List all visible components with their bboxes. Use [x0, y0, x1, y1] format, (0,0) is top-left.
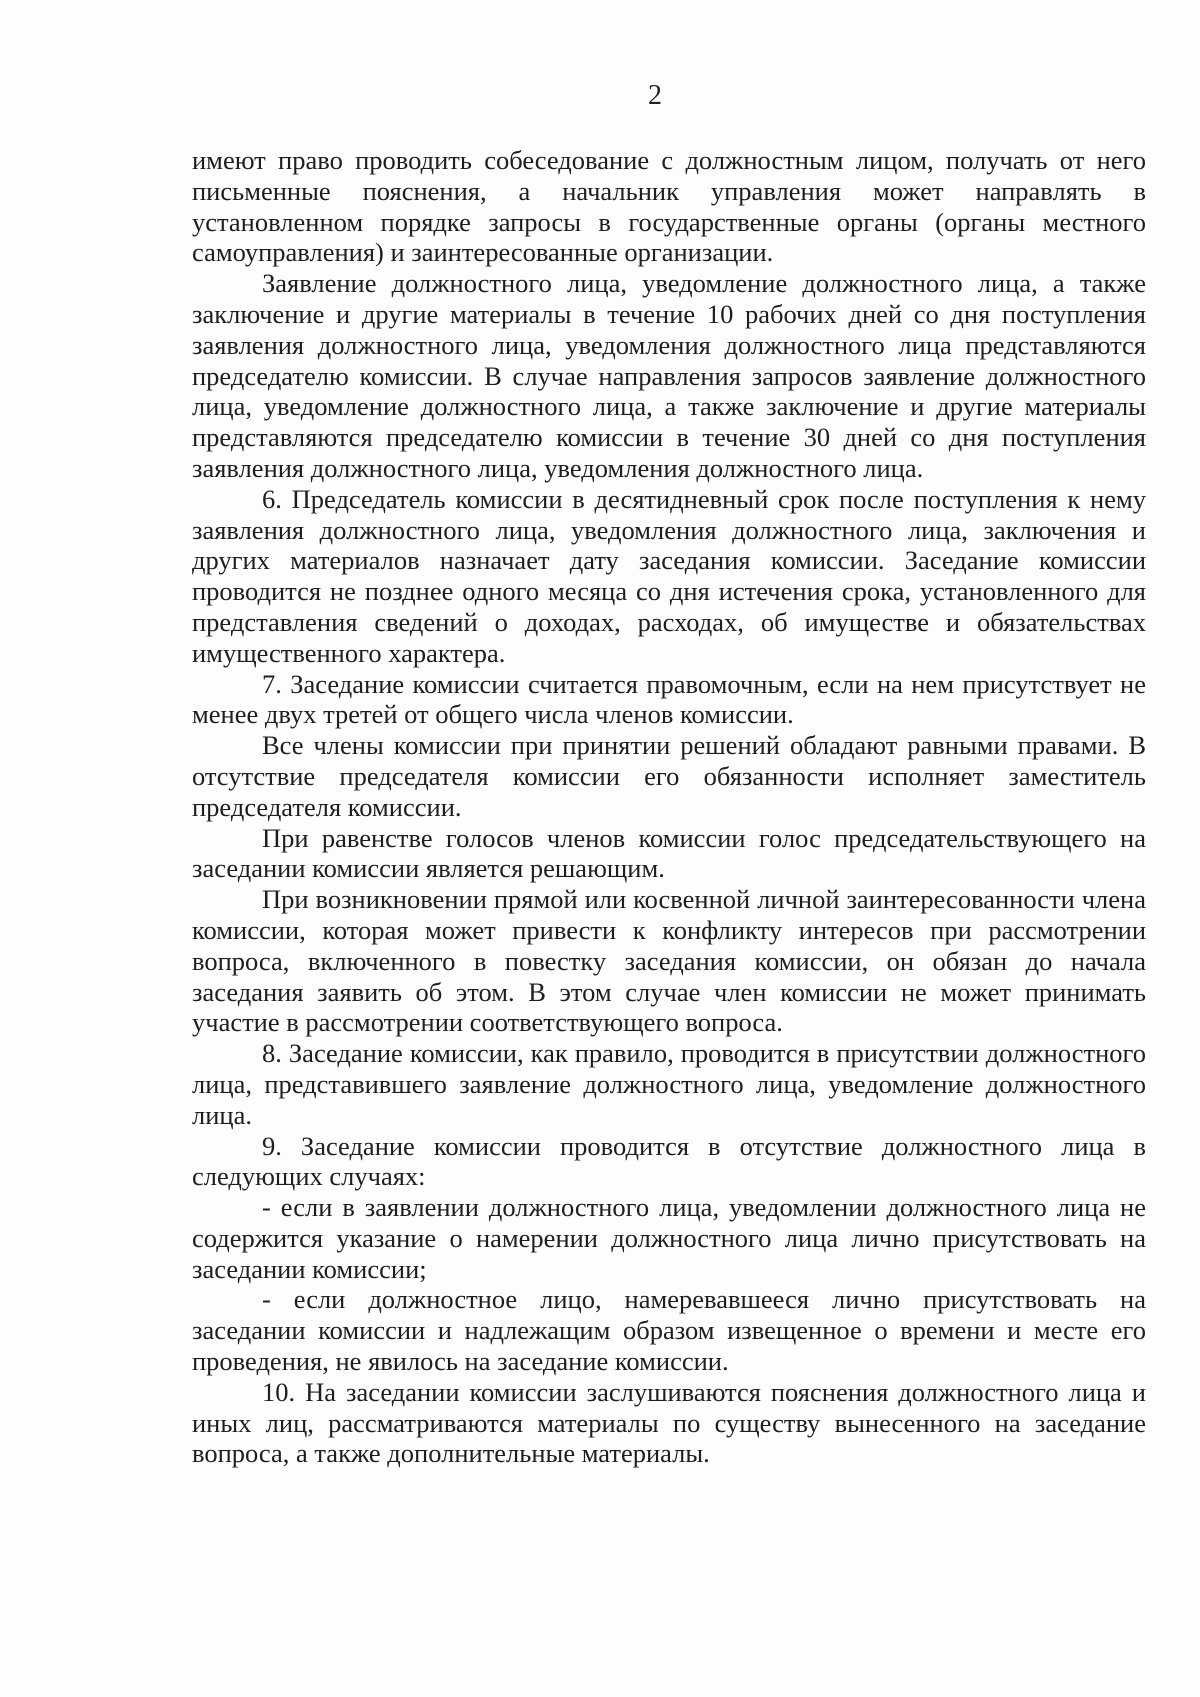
paragraph-item-6: 6. Председатель комиссии в десятидневный срок после поступления к нему заявления должностного лица, уведомления должностного лица, заключения и других материалов назначает дату заседания комиссии. Заседание комиссии проводится не позднее одного месяца со дня истечения срока, установленного для представления сведений о доходах, расходах, об имуществе и обязательствах имущественного характера. — [192, 483, 1146, 668]
paragraph-statement-submission: Заявление должностного лица, уведомление должностного лица, а также заключение и другие материалы в течение 10 рабочих дней со дня поступления заявления должностного лица, уведомления должностного лица представляются председателю комиссии. В случае направления запросов заявление должностного лица, уведомление должностного лица, а также заключение и другие материалы представляются председателю комиссии в течение 30 дней со дня поступления заявления должностного лица, уведомления должностного лица. — [192, 268, 1146, 483]
paragraph-conflict-of-interest: При возникновении прямой или косвенной личной заинтересованности члена комиссии, которая может привести к конфликту интересов при рассмотрении вопроса, включенного в повестку заседания комиссии, он обязан до начала заседания заявить об этом. В этом случае член комиссии не может принимать участие в рассмотрении соответствующего вопроса. — [192, 884, 1146, 1038]
paragraph-item-10: 10. На заседании комиссии заслушиваются пояснения должностного лица и иных лиц, рассматриваются материалы по существу вынесенного на заседание вопроса, а также дополнительные материалы. — [192, 1376, 1146, 1469]
paragraph-tie-vote: При равенстве голосов членов комиссии голос председательствующего на заседании комиссии является решающим. — [192, 822, 1146, 884]
paragraph-item-7: 7. Заседание комиссии считается правомочным, если на нем присутствует не менее двух третей от общего числа членов комиссии. — [192, 668, 1146, 730]
paragraph-item-9: 9. Заседание комиссии проводится в отсутствие должностного лица в следующих случаях: — [192, 1130, 1146, 1192]
paragraph-item-8: 8. Заседание комиссии, как правило, проводится в присутствии должностного лица, представившего заявление должностного лица, уведомление должностного лица. — [192, 1038, 1146, 1130]
paragraph-continuation: имеют право проводить собеседование с должностным лицом, получать от него письменные пояснения, а начальник управления может направлять в установленном порядке запросы в государственные органы (органы местного самоуправления) и заинтересованные организации. — [192, 145, 1146, 268]
paragraph-case-2: - если должностное лицо, намеревавшееся лично присутствовать на заседании комиссии и надлежащим образом извещенное о времени и месте его проведения, не явилось на заседание комиссии. — [192, 1284, 1146, 1377]
paragraph-case-1: - если в заявлении должностного лица, уведомлении должностного лица не содержится указание о намерении должностного лица лично присутствовать на заседании комиссии; — [192, 1192, 1146, 1284]
page-number: 2 — [648, 80, 662, 111]
paragraph-equal-rights: Все члены комиссии при принятии решений обладают равными правами. В отсутствие председателя комиссии его обязанности исполняет заместитель председателя комиссии. — [192, 730, 1146, 822]
document-body — [192, 145, 1146, 1469]
